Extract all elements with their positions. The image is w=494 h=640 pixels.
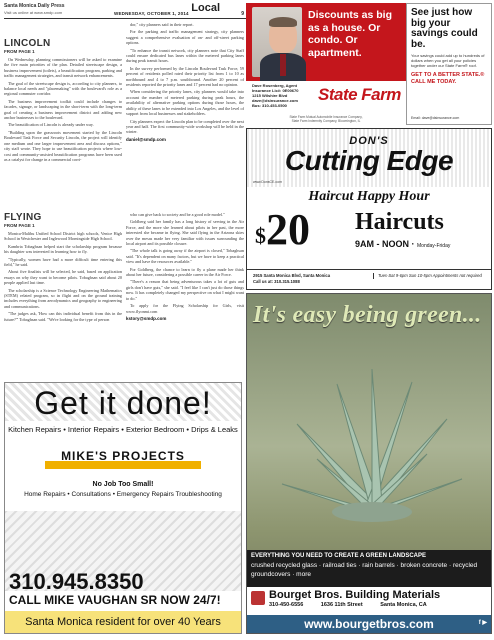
bourget-website[interactable]: www.bourgetbros.com xyxy=(247,615,491,633)
statefarm-headline: Discounts as big as a house. Or condo. Or apartment. xyxy=(308,9,393,59)
green-tagline: It's easy being green... xyxy=(253,302,482,328)
home-repairs: Home Repairs • Consultations • Emergency Repairs Troubleshooting xyxy=(24,491,222,498)
agent-name: Dave Rosenberg, Agent xyxy=(252,83,297,88)
bourget-bros-ad[interactable] xyxy=(246,293,492,634)
savings-title: See just how big your savings could be. xyxy=(411,7,478,50)
bourget-address: 1636 11th Street xyxy=(320,602,363,608)
mikes-title: Get it done! xyxy=(34,385,212,421)
flying-headline: FLYING xyxy=(4,212,42,223)
lincoln-paragraph: "To enhance the transit network, city planners note that City Staff could ensure dedicated bus lanes within the metered parking lanes during peak transit hours. xyxy=(126,47,244,64)
page-header xyxy=(4,3,246,19)
lincoln-paragraph: The beautification of Lincoln is already under way. xyxy=(8,122,94,128)
dons-footer xyxy=(247,269,491,289)
lincoln-paragraph: On Wednesday, planning commissioners will be asked to examine the five main priorities of the plan. Detailed streetscape design, a business improvement (toilets), a beautification program, parking and traffic management strategies, and transit network enhancements. xyxy=(4,57,122,79)
dons-title: Cutting Edge xyxy=(284,145,454,176)
agent-photo xyxy=(252,7,302,77)
page-number: 9 xyxy=(241,11,244,17)
green-products: crushed recycled glass · railroad ties · rain barrels · broken concrete · recycled groundcovers · more xyxy=(247,559,491,587)
lincoln-paragraph: The business improvement toolkit could include changes to facades, signage, or landscaping in the short-term with the long-term goal of creating a business improvement district and adding new anchor businesses to the boulevard. xyxy=(4,98,122,121)
bourget-city: Santa Monica, CA xyxy=(380,602,427,608)
issue-date: WEDNESDAY, OCTOBER 1, 2014 xyxy=(114,11,189,16)
lincoln-headline: LINCOLN xyxy=(4,38,51,49)
flying-paragraph: who can give back to society and be a good role model." xyxy=(130,212,225,217)
flying-paragraph: The scholarship is a Science Technology Engineering Mathematics (STEM) related program, so in flight and on the ground training includes everything from aerodynamics and geography to engineering and communications. xyxy=(4,287,122,309)
flying-paragraph: About five finalists will be selected, he said, based on application essays on why they want to become pilots. Tobaghsan said about 20 people applied last time. xyxy=(4,269,122,286)
flying-paragraph: Kambria Tobaghsan helped start the scholarship program because his daughter was interested in learning how to fly. xyxy=(4,243,122,255)
agent-details xyxy=(252,83,312,108)
mikes-call: CALL MIKE VAUGHAN SR NOW 24/7! xyxy=(9,593,221,607)
dollar-sign: $ xyxy=(255,223,266,248)
flying-paragraph: Monica-Malibu Unified School District high schools, Venice High School in Westchester and Inglewood Morningside High School. xyxy=(4,231,122,242)
bourget-info xyxy=(247,587,491,633)
lincoln-column-1 xyxy=(4,38,122,164)
dons-address: 2915 Santa Monica Blvd, Santa Monica xyxy=(253,273,331,278)
lincoln-paragraph: For the parking and traffic management strategy, city planners suggest a comprehensive evaluation of on- and off-street parking options. xyxy=(126,29,244,46)
haircut-price xyxy=(255,205,310,255)
lincoln-paragraph: In the survey performed by the Lincoln Boulevard Task Force, 59 percent of residents polled rated their priority list from 1 to 10 as northbound and 4 to 7 p.m. southbound. Another 20 percent of residents reported the priority lanes and 17 percent had no opinion. xyxy=(126,65,244,88)
haircuts-label: Haircuts xyxy=(355,209,444,235)
mikes-phone[interactable]: 310.945.8350 xyxy=(9,569,144,594)
time-range: 9AM - NOON xyxy=(355,239,409,249)
mikes-resident: Santa Monica resident for over 40 Years xyxy=(5,611,241,633)
mikes-services: Kitchen Repairs • Interior Repairs • Exterior Bedroom • Drips & Leaks xyxy=(8,425,238,434)
agent-line: Insurance Lic#: 0E00670 xyxy=(252,88,299,93)
statefarm-disclaimer: State Farm Mutual Automobile Insurance Company, State Farm Indemnity Company, Bloomington, IL xyxy=(289,115,363,123)
savings-text: Your savings could add up to hundreds of dollars when you get all your policies together under our State Farm® roof. xyxy=(411,53,485,68)
statefarm-side-panel[interactable] xyxy=(406,3,492,125)
savings-cta: GET TO A BETTER STATE.® CALL ME TODAY. xyxy=(411,72,485,85)
dons-website[interactable]: www.DonsCE.com xyxy=(253,180,282,184)
dons-contact xyxy=(253,273,371,284)
lincoln-paragraph: City planners expect the Lincoln plan to be completed over the next year and half. The first community-wide workshop will be held in the winter. xyxy=(126,118,244,135)
green-banner: EVERYTHING YOU NEED TO CREATE A GREEN LANDSCAPE xyxy=(247,550,491,562)
publication-url[interactable]: Visit us online at www.smdp.com xyxy=(4,10,63,15)
statefarm-ad[interactable] xyxy=(246,3,406,125)
bourget-contact xyxy=(269,602,489,608)
mikes-name: MIKE'S PROJECTS xyxy=(61,449,185,463)
dons-phone[interactable]: Call us at: 310.315.1088 xyxy=(253,278,300,284)
statefarm-logo: State Farm xyxy=(318,85,401,104)
publication-name: Santa Monica Daily Press xyxy=(4,3,65,9)
lincoln-paragraph: dor," city planners said in their report. xyxy=(130,22,194,27)
flying-paragraph: "The whole talk is going away if the airport is closed," Tobaghsan said. "It's dependent on many factors, but we have to keep a practical view and have the resources available." xyxy=(126,248,244,265)
lincoln-author-email[interactable]: daniel@smdp.com xyxy=(126,136,166,142)
agent-line: Bus: 310-453-0500 xyxy=(252,103,287,108)
flying-author-email[interactable]: kstory@smdp.com xyxy=(126,315,167,321)
flying-jump: FROM PAGE 1 xyxy=(4,223,35,228)
flying-paragraph: For Goldberg, the chance to learn to fly a plane made her think about her future, considering a possible career in the Air Force. xyxy=(126,266,244,278)
bourget-phone[interactable]: 310-450-6556 xyxy=(269,602,304,608)
social-icons: f ▶ xyxy=(478,620,487,626)
lincoln-paragraph: When considering the priority lanes, city planners would take into account the number of metered parking during peak hours, the availability of alternative parking options during those hours, the ability of these lanes to be extended into Los Angeles, and the level of support from local businesses and stakeholders. xyxy=(126,89,244,117)
lincoln-column-2 xyxy=(126,22,244,142)
dons-hours: Tues-Sat 9-6pm Sun 10-5pm Appointments not required xyxy=(373,273,489,279)
happy-hour-time: 9AM - NOON · Monday-Friday xyxy=(355,239,451,249)
mikes-projects-ad[interactable] xyxy=(4,382,242,634)
lincoln-paragraph: "Building upon the grassroots movement started by the Lincoln Boulevard Task Force and Security Lincoln, the project will identify one medium and one larger improvement area and discuss options," city staff wrote. They hope to use beautification projects where low-cost and community-assisted beautification programs have been used as a catalyst for change in a commercial corri- xyxy=(4,129,122,162)
agent-line: dave@dsinsurance.com xyxy=(252,98,298,103)
lincoln-jump: FROM PAGE 1 xyxy=(4,49,35,54)
bourget-name: Bourget Bros. Building Materials xyxy=(269,589,441,601)
statefarm-info xyxy=(246,81,406,125)
flying-paragraph: "There's a reason that being adventurous takes a lot of guts and girls don't have guts," she said. "I feel like I can't just do those things now. It has completely changed my perspective on what I might want to do." xyxy=(126,279,244,301)
bourget-logo-icon xyxy=(251,591,265,605)
agent-line: 1215 Wilshire Blvd xyxy=(252,93,288,98)
agave-plant-image xyxy=(277,364,467,524)
flying-column-1 xyxy=(4,212,122,324)
no-job-too-small: No Job Too Small! xyxy=(92,481,154,488)
price-value: 20 xyxy=(266,205,310,254)
days: Monday-Friday xyxy=(417,243,451,249)
lincoln-paragraph: The goal of the streetscape design is, according to city planners, to balance local needs and "placemaking" with the boulevard's role as a regional commuter corridor. xyxy=(4,80,122,97)
dons-label: DON'S xyxy=(349,135,389,147)
flying-paragraph: "Typically, women have had a more difficult time entering this field," he said. xyxy=(4,256,122,268)
flying-paragraph: Goldberg said her family has a long history of serving in the Air Force, and the more she learned about pilots in her past, the more interested she became in flying. She said flying in the Arizona skies over the mesas made her very familiar with issues surrounding the local airport and its possible closure. xyxy=(126,219,244,247)
dons-cutting-edge-ad[interactable] xyxy=(246,128,492,290)
happy-hour-title: Haircut Happy Hour xyxy=(308,189,430,204)
agent-email[interactable]: Email: dave@dsinsurance.com xyxy=(411,116,460,120)
flying-paragraph: To apply for the Flying Scholarship for Girls, visit www.flyonmi.com xyxy=(126,303,244,314)
section-title: Local xyxy=(191,2,220,14)
flying-column-2 xyxy=(126,212,244,321)
flying-paragraph: "The judges ask, 'How can this individual benefit from this in the future?'" Tobaghsan said. "We're looking for the type of person xyxy=(4,311,122,322)
